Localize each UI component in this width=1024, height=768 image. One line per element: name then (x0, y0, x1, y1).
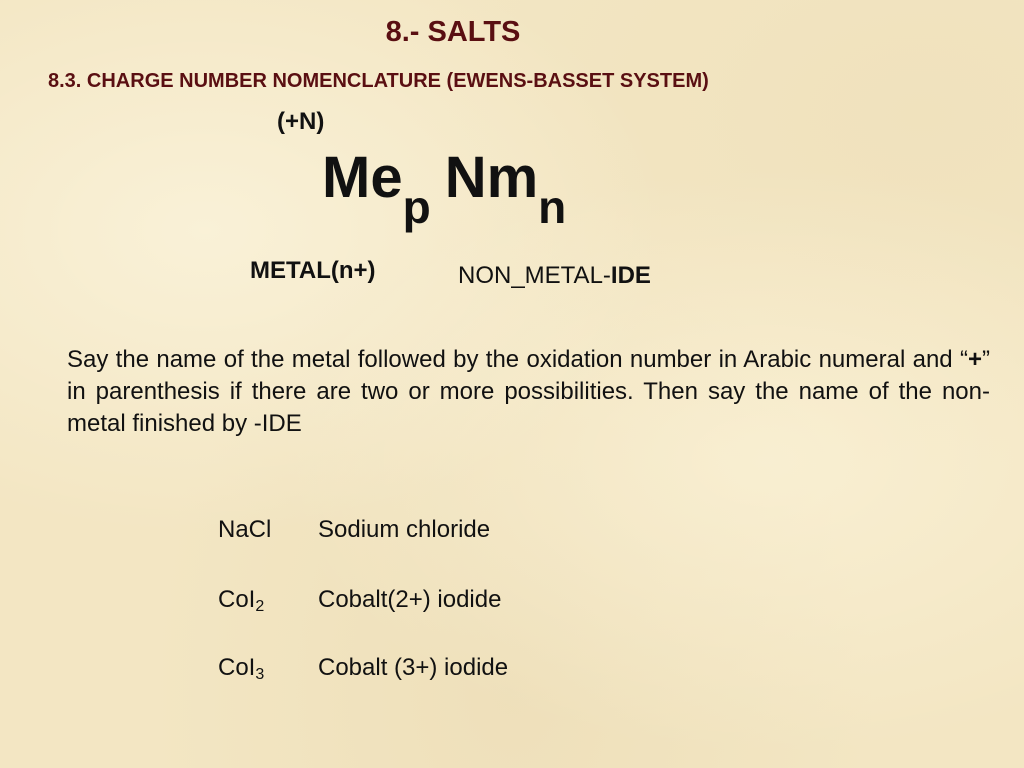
metal-label: METAL(n+) (250, 257, 376, 284)
example-name: Sodium chloride (318, 516, 491, 543)
example-name: Cobalt (3+) iodide (318, 654, 509, 681)
general-formula (322, 145, 567, 233)
metal-subscript: p (402, 181, 431, 233)
charge-label: (+N) (277, 108, 325, 135)
example-formula: CoI3 (218, 654, 265, 683)
metal-symbol: Me (322, 145, 403, 210)
paragraph-part1: Say the name of the metal followed by the oxidation number in Arabic numeral and “ (67, 346, 968, 373)
example-formula: NaCl (218, 516, 272, 543)
nonmetal-subscript: n (538, 181, 567, 233)
nonmetal-symbol: Nm (444, 145, 539, 210)
nonmetal-label-suffix: IDE (610, 262, 651, 289)
slide-subtitle: 8.3. CHARGE NUMBER NOMENCLATURE (EWENS-BASSET SYSTEM) (48, 70, 709, 92)
paragraph-part2: ” in parenthesis if there are two or more possibilities. Then say the name of the non-metal finished by -IDE (67, 346, 990, 437)
example-name: Cobalt(2+) iodide (318, 586, 502, 613)
nonmetal-label-prefix: NON_METAL- (458, 262, 611, 289)
paragraph-plus: + (967, 346, 982, 373)
explanation-paragraph (67, 344, 990, 440)
nonmetal-label (458, 262, 651, 290)
slide-title: 8.- SALTS (385, 16, 521, 48)
example-formula: CoI2 (218, 586, 265, 615)
